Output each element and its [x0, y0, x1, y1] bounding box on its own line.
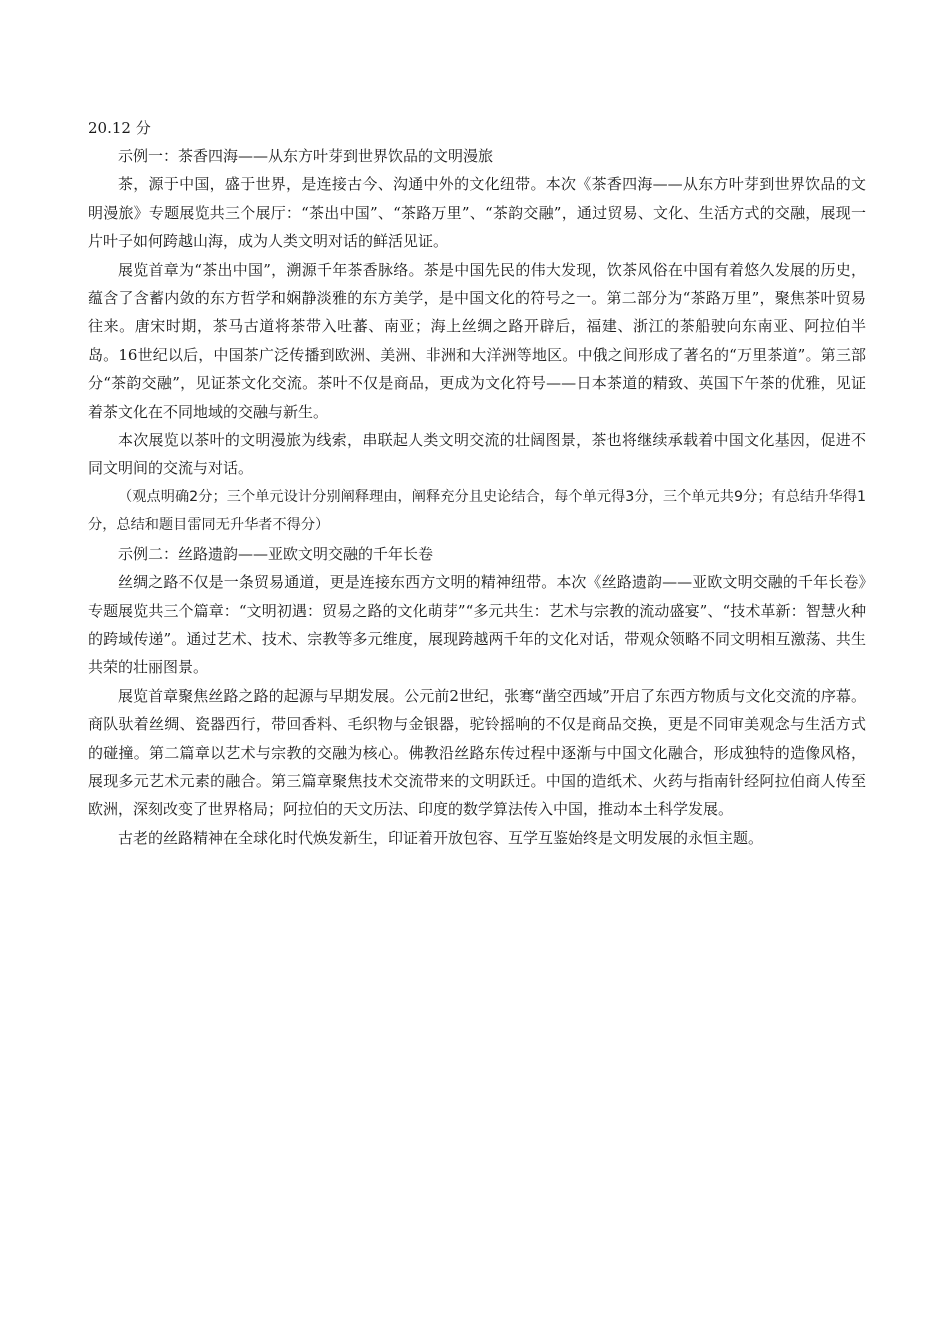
example-2-paragraph-1: 丝绸之路不仅是一条贸易通道，更是连接东西方文明的精神纽带。本次《丝路遗韵——亚欧文明交融的千年长卷》专题展览共三个篇章：“文明初遇：贸易之路的文化萌芽”“多元共生：艺术与宗教的流动盛宴”、“技术革新：智慧火种的跨域传递”。通过艺术、技术、宗教等多元维度，展现跨越两千年的文化对话，带观众领略不同文明相互激荡、共生共荣的壮丽图景。: [88, 573, 866, 677]
example-1-paragraph-2: 展览首章为“茶出中国”，溯源千年茶香脉络。茶是中国先民的伟大发现，饮茶风俗在中国有着悠久发展的历史，蕴含了含蓄内敛的东方哲学和娴静淡雅的东方美学，是中国文化的符号之一。第二部分为“茶路万里”，聚焦茶叶贸易往来。唐宋时期，茶马古道将茶带入吐蕃、南亚；海上丝绸之路开辟后，福建、浙江的茶船驶向东南亚、阿拉伯半岛。16世纪以后，中国茶广泛传播到欧洲、美洲、非洲和大洋洲等地区。中俄之间形成了著名的“万里茶道”。第三部分“茶韵交融”，见证茶文化交流。茶叶不仅是商品，更成为文化符号——日本茶道的精致、英国下午茶的优雅，见证着茶文化在不同地域的交融与新生。: [88, 260, 866, 421]
example-2-paragraph-2: 展览首章聚焦丝路之路的起源与早期发展。公元前2世纪，张骞“凿空西域”开启了东西方物质与文化交流的序幕。商队驮着丝绸、瓷器西行，带回香料、毛织物与金银器，驼铃摇响的不仅是商品交换，更是不同审美观念与生活方式的碰撞。第二篇章以艺术与宗教的交融为核心。佛教沿丝路东传过程中逐渐与中国文化融合，形成独特的造像风格，展现多元艺术元素的融合。第三篇章聚焦技术交流带来的文明跃迁。中国的造纸术、火药与指南针经阿拉伯商人传至欧洲，深刻改变了世界格局；阿拉伯的天文历法、印度的数学算法传入中国，推动本土科学发展。: [88, 686, 866, 819]
scoring-note: （观点明确2分；三个单元设计分别阐释理由，阐释充分且史论结合，每个单元得3分，三个单元共9分；有总结升华得1分，总结和题目雷同无升华者不得分）: [88, 488, 866, 534]
example-1-title: 示例一：茶香四海——从东方叶芽到世界饮品的文明漫旅: [118, 147, 494, 165]
example-2-paragraph-3: 古老的丝路精神在全球化时代焕发新生，印证着开放包容、互学互鉴始终是文明发展的永恒主题。: [118, 828, 764, 847]
example-1-paragraph-3: 本次展览以茶叶的文明漫旅为线索，串联起人类文明交流的壮阔图景，茶也将继续承载着中国文化基因，促进不同文明间的交流与对话。: [88, 431, 866, 478]
example-1-paragraph-1: 茶，源于中国，盛于世界，是连接古今、沟通中外的文化纽带。本次《茶香四海——从东方叶芽到世界饮品的文明漫旅》专题展览共三个展厅：“茶出中国”、“茶路万里”、“茶韵交融”，通过贸易、文化、生活方式的交融，展现一片叶子如何跨越山海，成为人类文明对话的鲜活见证。: [88, 175, 866, 251]
question-number-score: 20.12 分: [88, 119, 151, 137]
example-2-title: 示例二：丝路遗韵——亚欧文明交融的千年长卷: [118, 544, 434, 563]
answer-page: [88, 114, 866, 852]
